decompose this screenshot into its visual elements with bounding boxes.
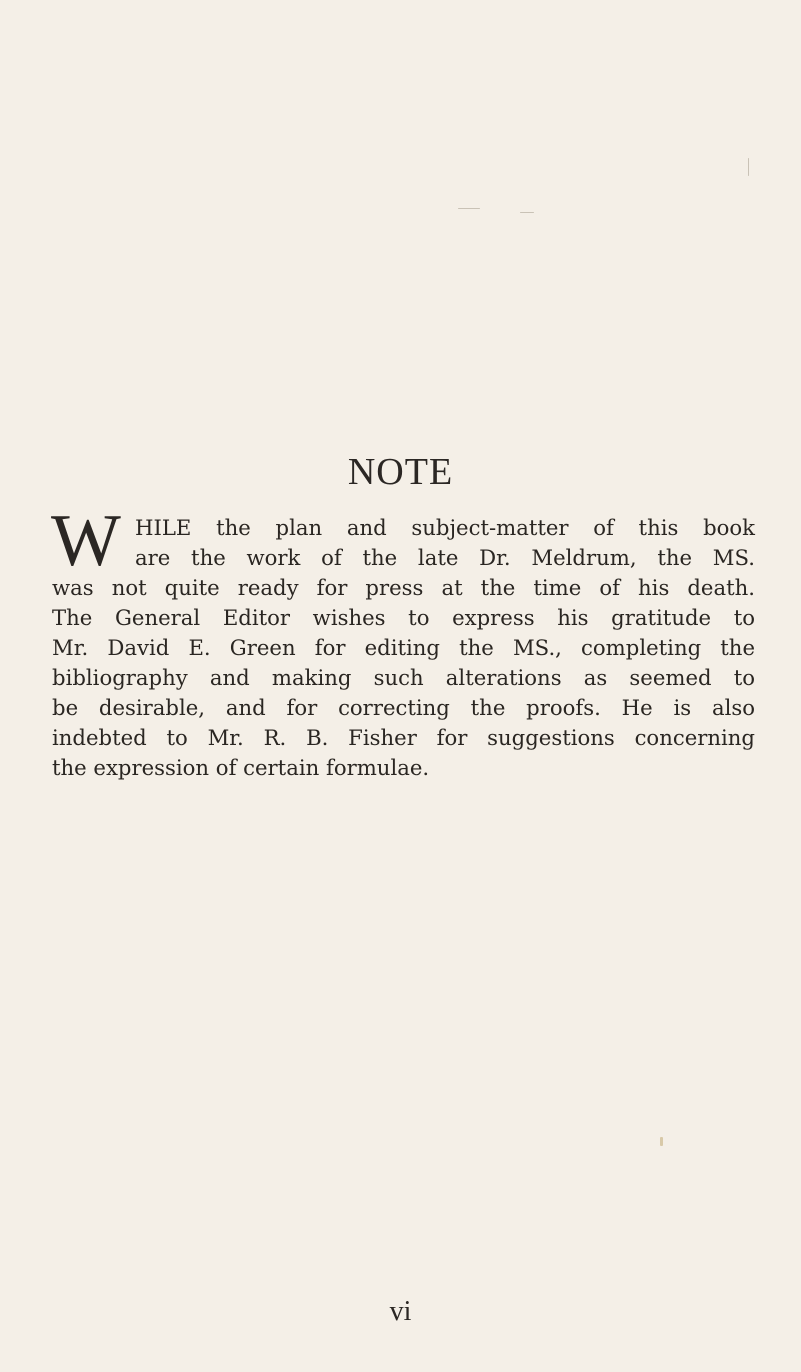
text-line: The General Editor wishes to express his gratitude to (52, 605, 755, 630)
paper-speck (458, 208, 480, 209)
page-title: NOTE (347, 451, 454, 493)
text-line: are the work of the late Dr. Meldrum, the MS. (135, 545, 755, 570)
text-line: the expression of certain formulae. (52, 755, 430, 780)
note-paragraph (51, 500, 755, 783)
page-number: vi (389, 1296, 412, 1327)
drop-cap: W (51, 500, 121, 582)
text-line: bibliography and making such alterations as seemed to (52, 665, 755, 690)
paper-speck (520, 212, 534, 213)
text-line: HILE the plan and subject-matter of this book (135, 515, 755, 540)
paper-speck (660, 1137, 663, 1146)
text-line: indebted to Mr. R. B. Fisher for suggestions concerning (52, 725, 755, 750)
text-line: Mr. David E. Green for editing the MS., completing the (52, 635, 755, 660)
paper-speck (748, 158, 749, 176)
text-line: be desirable, and for correcting the proofs. He is also (52, 695, 755, 720)
text-line: was not quite ready for press at the time of his death. (52, 575, 755, 600)
